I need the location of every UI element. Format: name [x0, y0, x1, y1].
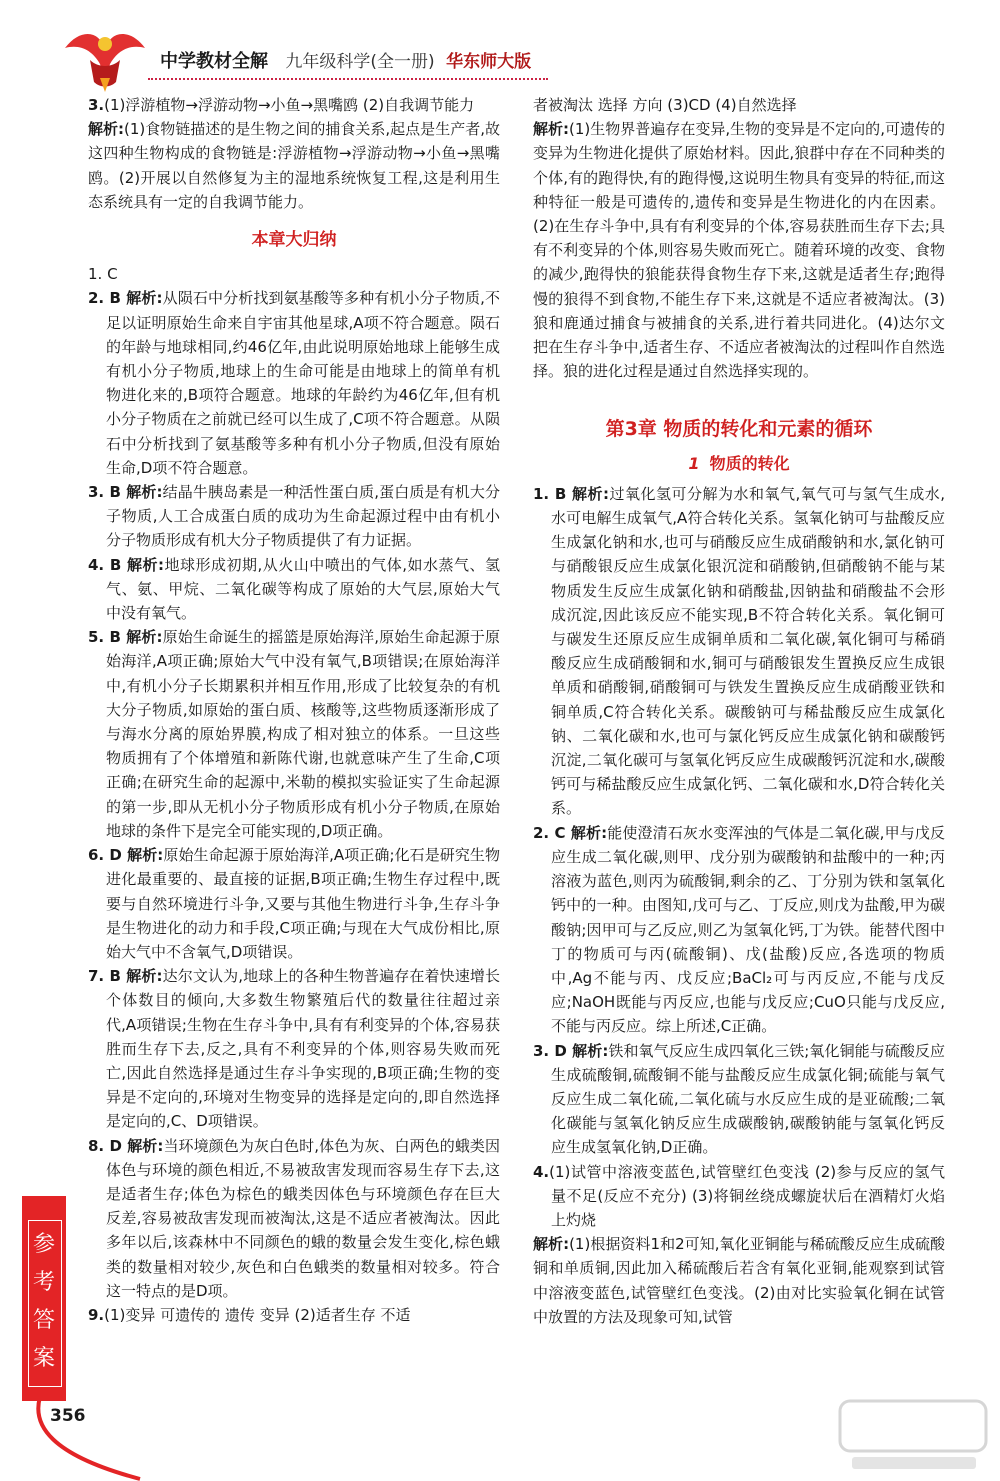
- answer-item: 4. B 解析:地球形成初期,从火山中喷出的气体,如水蒸气、氢气、氨、甲烷、二氧化碳等构成了原始的大气层,原始大气中没有氧气。: [88, 555, 501, 623]
- answer-item: 3. B 解析:结晶牛胰岛素是一种活性蛋白质,蛋白质是有机大分子物质,人工合成蛋白质的成功为生命起源过程中由有机小分子物质形成有机大分子物质提供了有力证据。: [88, 483, 500, 550]
- header-title: [160, 47, 531, 73]
- answer-item: 8. D 解析:当环境颜色为灰白色时,体色为灰、白两色的蛾类因体色与环境的颜色相近,不易被敌害发现而容易生存下去,这是适者生存;体色为棕色的蛾类因体色与环境颜色存在巨大反差,容易被敌害发现而被淘汰,这是不适应者被淘汰。因此多年以后,该森林中不同颜色的蛾的数量会发生变化,棕色蛾类的数量相对较少,灰色和白色蛾类的数量相对较多。符合这一特点的是D项。: [88, 1136, 500, 1300]
- answer-item: 4.(1)试管中溶液变蓝色,试管壁红色变浅 (2)参与反应的氢气量不足(反应不充分) (3)将铜丝绕成螺旋状后在酒精灯火焰上灼烧: [533, 1162, 945, 1229]
- answer-item: 7. B 解析:达尔文认为,地球上的各种生物普遍存在着快速增长个体数目的倾向,大多数生物繁殖后代的数量往往超过亲代,A项错误;生物在生存斗争中,具有有利变异的个体,容易获胜而生存下去,反之,具有不利变异的个体,则容易失败而死亡,因此自然选择是通过生存斗争实现的,B项正确;生物的变异是不定向的,环境对生物变异的选择是定向的,即自然选择是定向的,C、D项错误。: [88, 967, 500, 1131]
- tab-label: 参考答案: [32, 1232, 55, 1371]
- section-title: 本章大归纳: [251, 230, 337, 251]
- answer-item: 2. C 解析:能使澄清石灰水变浑浊的气体是二氧化碳,甲与戊反应生成二氧化碳,则甲、戊分别为碳酸钠和盐酸中的一种;丙溶液为蓝色,则丙为硫酸铜,剩余的乙、丁分别为铁和氢氧化钙中的一种。由图知,戊可与乙、丁反应,则戊为盐酸,甲为碳酸钠;因甲可与乙反应,则乙为氢氧化钙,丁为铁。能替代图中丁的物质可与丙(硫酸铜)、戊(盐酸)反应,各选项的物质中,Ag不能与丙、戊反应;BaCl₂可与丙反应,不能与戊反应;NaOH既能与丙反应,也能与戊反应;CuO只能与戊反应,不能与丙反应。综上所述,C正确。: [533, 823, 945, 1036]
- subsection-title: 1 物质的转化: [688, 453, 790, 473]
- answer-item: 1. C: [88, 265, 118, 284]
- answer-continuation: 者被淘汰 选择 方向 (3)CD (4)自然选择: [533, 96, 797, 114]
- edition-label: 华东师大版: [446, 52, 532, 72]
- answer-item: 5. B 解析:原始生命诞生的摇篮是原始海洋,原始生命起源于原始海洋,A项正确;原始大气中没有氧气,B项错误;在原始海洋中,有机小分子长期累积并相互作用,形成了比较复杂的有机大分子物质,如原始的蛋白质、核酸等,这些物质逐渐形成了与海水分离的原始界膜,构成了相对独立的体系。一旦这些物质拥有了个体增殖和新陈代谢,也就意味产生了生命,C项正确;在研究生命的起源中,米勒的模拟实验证实了生命起源的第一步,即从无机小分子物质形成有机小分子物质,在原始地球的条件下是完全可能实现的,D项正确。: [88, 628, 500, 840]
- chapter-title: 第3章 物质的转化和元素的循环: [605, 418, 873, 441]
- explanation: 解析:(1)食物链描述的是生物之间的捕食关系,起点是生产者,故这四种生物构成的食物链是:浮游植物→浮游动物→小鱼→黑嘴鸥。(2)开展以自然修复为主的湿地系统恢复工程,这是利用生态系统具有一定的自我调节能力。: [88, 120, 500, 211]
- header-divider: [148, 78, 548, 80]
- subject-title: 九年级科学(全一册): [285, 52, 435, 72]
- answer-item: 1. B 解析:过氧化氢可分解为水和氧气,氧气可与氢气生成水,水可电解生成氧气,A符合转化关系。氢氧化钠可与盐酸反应生成氯化钠和水,也可与硝酸反应生成硝酸钠和水,氯化钠可与硝酸银反应生成氯化银沉淀和硝酸钠,但硝酸钠不能与某物质发生反应生成氯化钠和硝酸盐,因钠盐和硝酸盐不会形成沉淀,因此该反应不能实现,B不符合转化关系。氧化铜可与碳发生还原反应生成铜单质和二氧化碳,氧化铜可与稀硝酸反应生成硝酸铜和水,铜可与硝酸银发生置换反应生成银单质和硝酸铜,硝酸铜可与铁发生置换反应生成硝酸亚铁和铜单质,C符合转化关系。碳酸钠可与稀盐酸反应生成氯化钠、二氧化碳和水,也可与氯化钙反应生成氯化钠和碳酸钙沉淀,二氧化碳可与氢氧化钙反应生成碳酸钙沉淀和水,碳酸钙可与稀盐酸反应生成氯化钙、二氧化碳和水,D符合转化关系。: [533, 484, 946, 818]
- left-column: [88, 93, 500, 1327]
- explanation: 解析:(1)根据资料1和2可知,氧化亚铜能与稀硫酸反应生成硫酸铜和单质铜,因此加入稀硫酸后若含有氧化亚铜,能观察到试管中溶液变蓝色,试管壁红色变浅。(2)由对比实验氧化铜在试管中放置的方法及现象可知,试管: [533, 1235, 946, 1326]
- bird-logo-icon: [60, 20, 150, 95]
- answer-item: 9.(1)变异 可遗传的 遗传 变异 (2)适者生存 不适: [88, 1305, 411, 1324]
- answer-item: 3. D 解析:铁和氧气反应生成四氧化三铁;氧化铜能与硫酸反应生成硫酸铜,硫酸铜不能与盐酸反应生成氯化铜;硫能与氧气反应生成二氧化硫,二氧化硫与水反应生成的是亚硫酸;二氧化碳能与氢氧化钠反应生成碳酸钠,碳酸钠能与氢氧化钙反应生成氢氧化钠,D正确。: [533, 1041, 945, 1157]
- answer-item: 3.(1)浮游植物→浮游动物→小鱼→黑嘴鸥 (2)自我调节能力: [88, 96, 475, 114]
- right-column: [533, 93, 945, 1329]
- answer-key-tab: [22, 1196, 66, 1401]
- page-number: 356: [50, 1406, 86, 1426]
- answer-item: 2. B 解析:从陨石中分析找到氨基酸等多种有机小分子物质,不足以证明原始生命来自宇宙其他星球,A项不符合题意。陨石的年龄与地球相同,约46亿年,由此说明原始地球上能够生成有机小分子物质,地球上的生命可能是由地球上的简单有机物进化来的,B项符合题意。地球的年龄约为46亿年,但有机小分子物质在之前就已经可以生成了,C项不符合题意。从陨石中分析找到了氨基酸等多种有机小分子物质,但没有原始生命,D项不符合题意。: [88, 289, 500, 477]
- page-header: [0, 0, 1000, 95]
- explanation: 解析:(1)生物界普遍存在变异,生物的变异是不定向的,可遗传的变异为生物进化提供了原始材料。因此,狼群中存在不同种类的个体,有的跑得快,有的跑得慢,这说明生物具有变异的特征,而这种特征一般是可遗传的,遗传和变异是生物进化的内在因素。(2)在生存斗争中,具有有利变异的个体,容易获胜而生存下去;具有不利变异的个体,则容易失败而死亡。随着环境的改变、食物的减少,跑得快的狼能获得食物生存下来,这就是适者生存;跑得慢的狼得不到食物,不能生存下来,这就是不适应者被淘汰。(3)狼和鹿通过捕食与被捕食的关系,进行着共同进化。(4)达尔文把在生存斗争中,适者生存、不适应者被淘汰的过程叫作自然选择。狼的进化过程是通过自然选择实现的。: [533, 120, 945, 381]
- watermark-logo-icon: [838, 1395, 988, 1475]
- answer-item: 6. D 解析:原始生命起源于原始海洋,A项正确;化石是研究生物进化最重要的、最直接的证据,B项正确;生物生存过程中,既要与自然环境进行斗争,又要与其他生物进行斗争,生存斗争是生物进化的动力和手段,C项正确;与现在大气成份相比,原始大气中不含氧气,D项错误。: [88, 846, 500, 961]
- series-title: 中学教材全解: [160, 51, 268, 72]
